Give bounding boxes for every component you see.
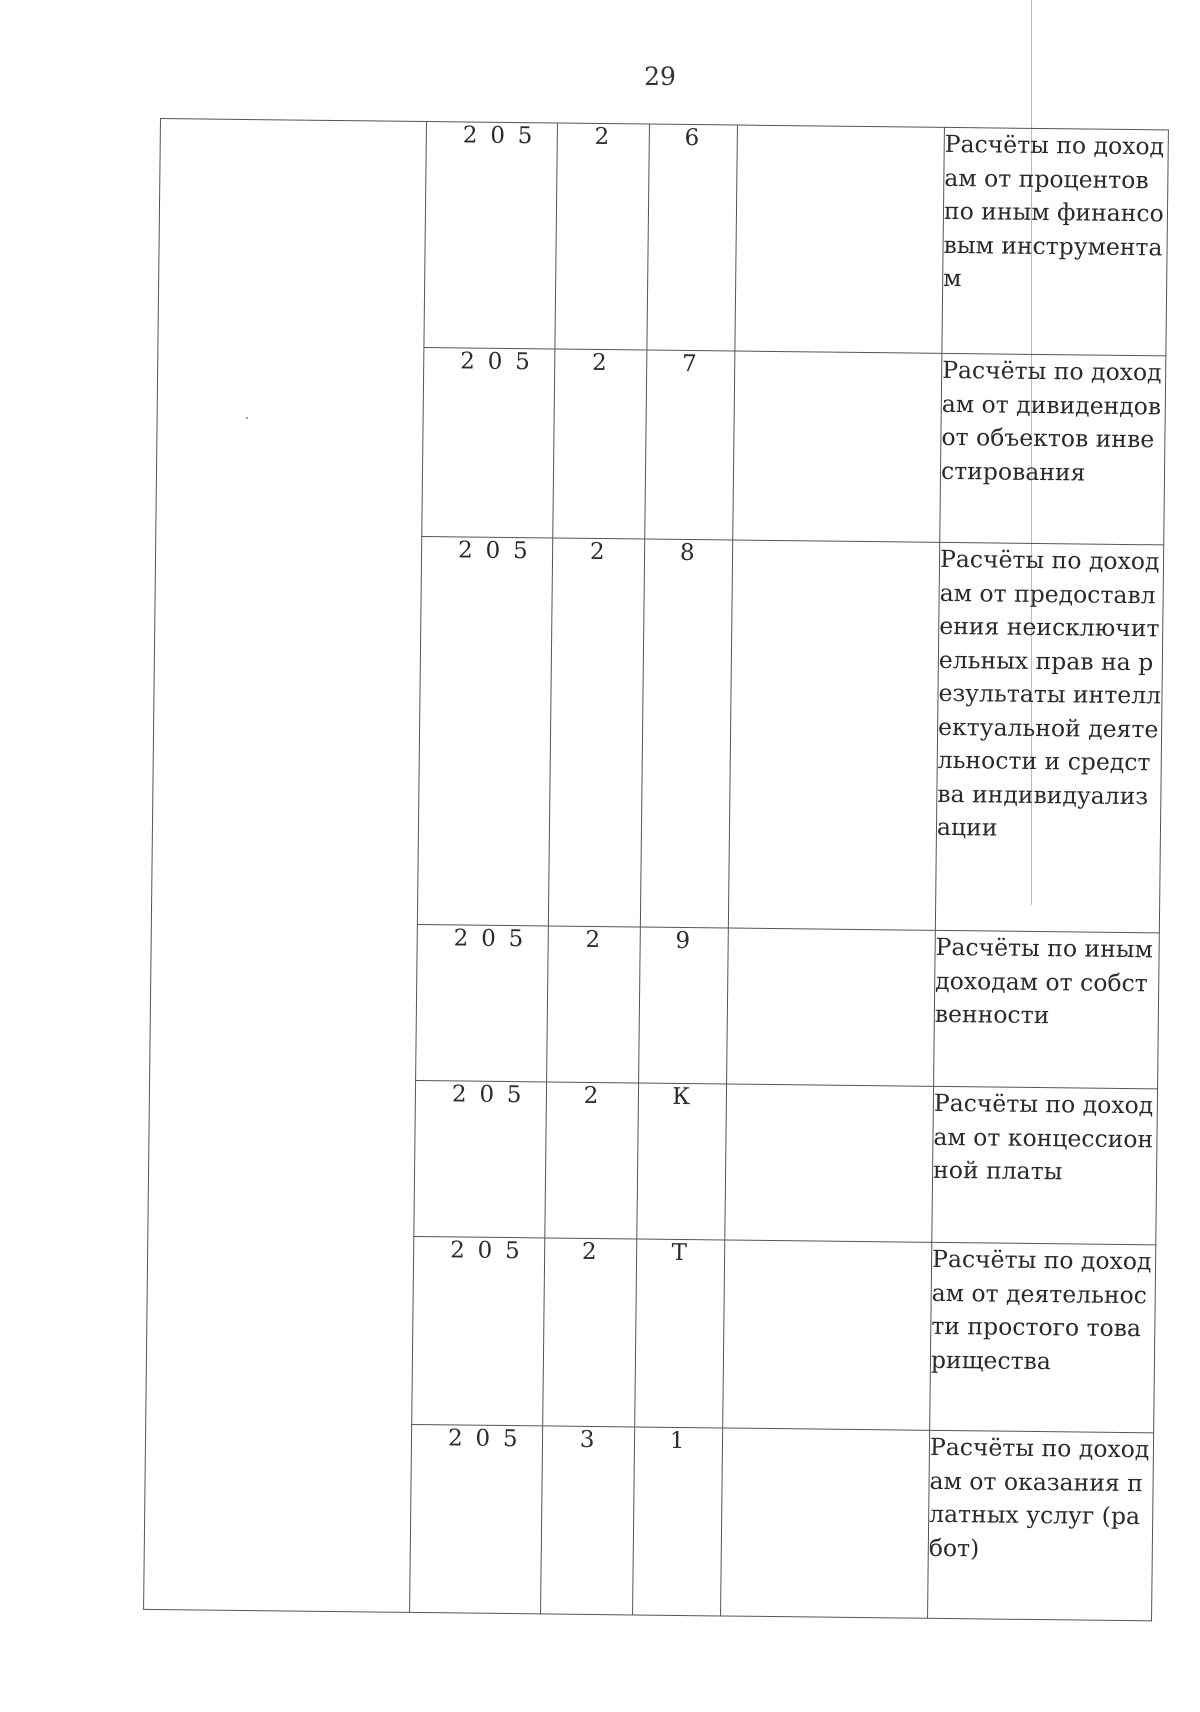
description-cell: Расчёты по доходам от процентов по иным финансовым инструментам	[942, 127, 1169, 356]
code-cell: 2	[555, 123, 650, 350]
code-cell: 7	[645, 350, 735, 540]
code-cell: К	[637, 1083, 727, 1240]
code-cell: 2 0 5	[417, 536, 552, 925]
code-cell: 2	[548, 538, 644, 927]
code-cell: 6	[647, 124, 738, 351]
account-codes-table	[143, 118, 1169, 1621]
code-cell: 2	[543, 1238, 637, 1427]
code-cell: 2	[553, 349, 647, 539]
code-cell: 1	[633, 1427, 723, 1616]
code-cell: 2	[545, 1082, 639, 1239]
code-cell: 2 0 5	[422, 348, 555, 538]
empty-first-column	[144, 119, 427, 1613]
empty-cell	[733, 351, 942, 542]
empty-cell	[735, 125, 945, 353]
description-cell: Расчёты по доходам от оказания платных услуг (работ)	[928, 1430, 1154, 1621]
empty-cell	[727, 928, 936, 1086]
page-number: 29	[644, 62, 676, 91]
empty-cell	[723, 1240, 932, 1430]
description-cell: Расчёты по доходам от концессионной платы	[932, 1086, 1158, 1245]
code-cell: 2	[547, 926, 641, 1083]
code-cell: 2 0 5	[424, 122, 558, 349]
empty-cell	[721, 1428, 930, 1618]
code-cell: Т	[635, 1239, 725, 1428]
description-cell: Расчёты по доходам от дивидендов от объектов инвестирования	[940, 353, 1166, 545]
code-cell: 9	[639, 927, 729, 1084]
empty-cell	[725, 1084, 934, 1242]
code-cell: 8	[640, 539, 732, 928]
code-cell: 2 0 5	[416, 924, 549, 1081]
code-cell: 2 0 5	[412, 1236, 545, 1425]
table-row	[158, 119, 1168, 356]
description-cell: Расчёты по доходам от предоставления неисключительных прав на результаты интеллектуальной деятельности и средства индивидуализации	[935, 542, 1163, 933]
code-cell: 2 0 5	[414, 1080, 547, 1237]
description-cell: Расчёты по иным доходам от собственности	[934, 930, 1160, 1089]
empty-cell	[728, 540, 939, 930]
code-cell: 2 0 5	[410, 1424, 543, 1613]
description-cell: Расчёты по доходам от деятельности простого товарищества	[930, 1242, 1156, 1433]
code-cell: 3	[541, 1426, 635, 1615]
